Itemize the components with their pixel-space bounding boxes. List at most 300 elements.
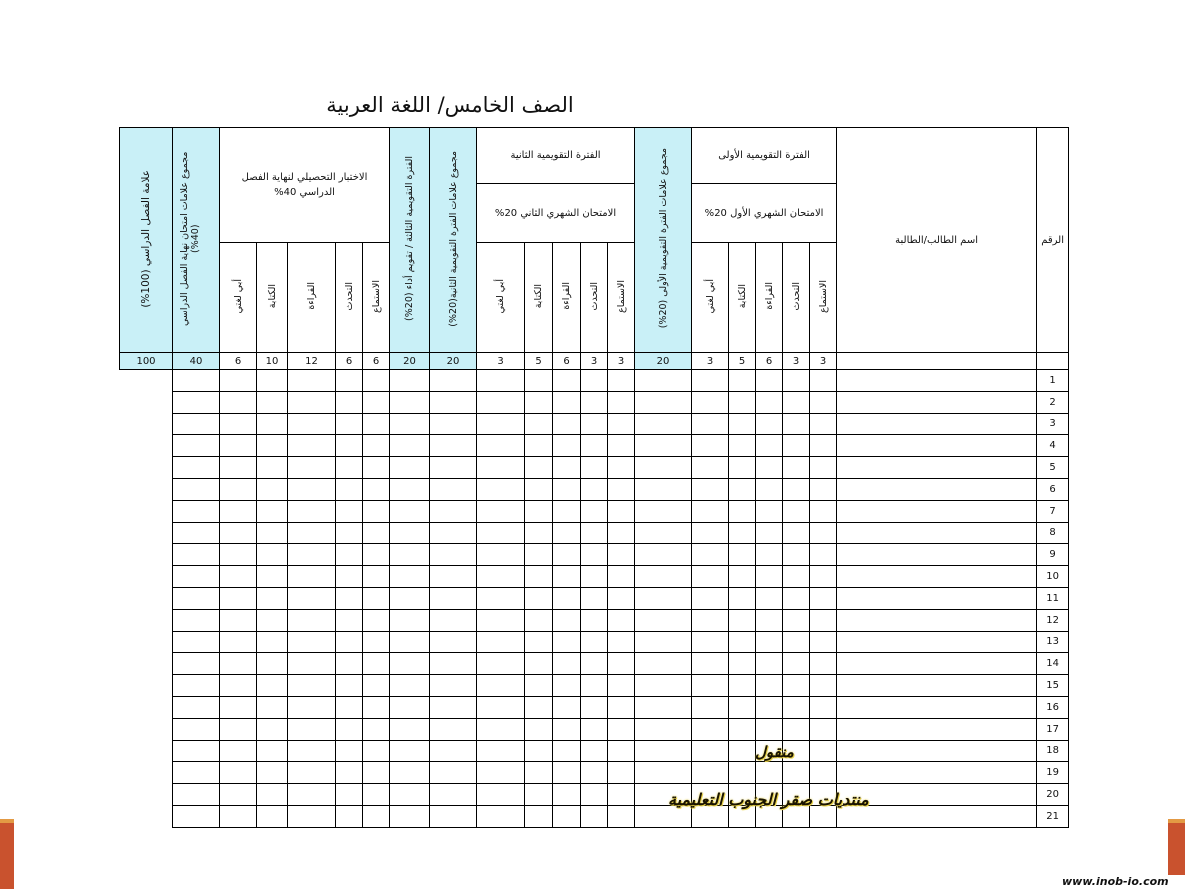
- mark-cell[interactable]: [288, 631, 336, 653]
- mark-cell[interactable]: [729, 500, 756, 522]
- mark-cell[interactable]: [608, 478, 635, 500]
- mark-cell[interactable]: [553, 805, 581, 827]
- mark-cell[interactable]: [288, 413, 336, 435]
- student-name-cell[interactable]: [837, 762, 1037, 784]
- mark-cell[interactable]: [810, 413, 837, 435]
- mark-cell[interactable]: [336, 784, 363, 806]
- mark-cell[interactable]: [288, 587, 336, 609]
- mark-cell[interactable]: [363, 696, 390, 718]
- mark-cell[interactable]: [220, 609, 257, 631]
- mark-cell[interactable]: [220, 370, 257, 392]
- mark-cell[interactable]: [553, 457, 581, 479]
- mark-cell[interactable]: [363, 435, 390, 457]
- mark-cell[interactable]: [581, 413, 608, 435]
- mark-cell[interactable]: [553, 675, 581, 697]
- mark-cell[interactable]: [810, 609, 837, 631]
- mark-cell[interactable]: [220, 653, 257, 675]
- mark-cell[interactable]: [783, 370, 810, 392]
- mark-cell[interactable]: [430, 544, 477, 566]
- mark-cell[interactable]: [756, 435, 783, 457]
- mark-cell[interactable]: [257, 391, 288, 413]
- mark-cell[interactable]: [581, 566, 608, 588]
- mark-cell[interactable]: [430, 566, 477, 588]
- mark-cell[interactable]: [581, 522, 608, 544]
- mark-cell[interactable]: [635, 391, 692, 413]
- mark-cell[interactable]: [692, 718, 729, 740]
- mark-cell[interactable]: [581, 478, 608, 500]
- mark-cell[interactable]: [635, 718, 692, 740]
- mark-cell[interactable]: [390, 609, 430, 631]
- mark-cell[interactable]: [390, 370, 430, 392]
- mark-cell[interactable]: [692, 740, 729, 762]
- mark-cell[interactable]: [635, 609, 692, 631]
- mark-cell[interactable]: [783, 566, 810, 588]
- mark-cell[interactable]: [810, 696, 837, 718]
- mark-cell[interactable]: [692, 478, 729, 500]
- mark-cell[interactable]: [390, 544, 430, 566]
- mark-cell[interactable]: [430, 631, 477, 653]
- mark-cell[interactable]: [257, 370, 288, 392]
- mark-cell[interactable]: [692, 762, 729, 784]
- mark-cell[interactable]: [173, 391, 220, 413]
- mark-cell[interactable]: [692, 675, 729, 697]
- mark-cell[interactable]: [288, 435, 336, 457]
- mark-cell[interactable]: [220, 478, 257, 500]
- mark-cell[interactable]: [288, 391, 336, 413]
- mark-cell[interactable]: [336, 370, 363, 392]
- mark-cell[interactable]: [173, 696, 220, 718]
- mark-cell[interactable]: [363, 675, 390, 697]
- mark-cell[interactable]: [173, 500, 220, 522]
- mark-cell[interactable]: [477, 478, 525, 500]
- mark-cell[interactable]: [173, 762, 220, 784]
- mark-cell[interactable]: [477, 435, 525, 457]
- mark-cell[interactable]: [810, 587, 837, 609]
- mark-cell[interactable]: [477, 805, 525, 827]
- mark-cell[interactable]: [783, 500, 810, 522]
- mark-cell[interactable]: [363, 544, 390, 566]
- mark-cell[interactable]: [336, 762, 363, 784]
- mark-cell[interactable]: [173, 784, 220, 806]
- mark-cell[interactable]: [173, 478, 220, 500]
- mark-cell[interactable]: [729, 457, 756, 479]
- mark-cell[interactable]: [525, 631, 553, 653]
- mark-cell[interactable]: [220, 675, 257, 697]
- mark-cell[interactable]: [525, 457, 553, 479]
- mark-cell[interactable]: [390, 435, 430, 457]
- mark-cell[interactable]: [810, 653, 837, 675]
- mark-cell[interactable]: [810, 478, 837, 500]
- mark-cell[interactable]: [257, 457, 288, 479]
- mark-cell[interactable]: [220, 696, 257, 718]
- mark-cell[interactable]: [729, 478, 756, 500]
- mark-cell[interactable]: [810, 522, 837, 544]
- mark-cell[interactable]: [756, 587, 783, 609]
- mark-cell[interactable]: [553, 522, 581, 544]
- mark-cell[interactable]: [477, 566, 525, 588]
- mark-cell[interactable]: [173, 587, 220, 609]
- mark-cell[interactable]: [525, 478, 553, 500]
- mark-cell[interactable]: [390, 478, 430, 500]
- mark-cell[interactable]: [430, 762, 477, 784]
- mark-cell[interactable]: [477, 609, 525, 631]
- mark-cell[interactable]: [430, 413, 477, 435]
- mark-cell[interactable]: [430, 370, 477, 392]
- mark-cell[interactable]: [390, 413, 430, 435]
- mark-cell[interactable]: [581, 435, 608, 457]
- mark-cell[interactable]: [390, 718, 430, 740]
- mark-cell[interactable]: [608, 762, 635, 784]
- mark-cell[interactable]: [608, 653, 635, 675]
- mark-cell[interactable]: [363, 370, 390, 392]
- mark-cell[interactable]: [783, 762, 810, 784]
- mark-cell[interactable]: [608, 675, 635, 697]
- mark-cell[interactable]: [692, 587, 729, 609]
- mark-cell[interactable]: [783, 457, 810, 479]
- mark-cell[interactable]: [288, 696, 336, 718]
- mark-cell[interactable]: [336, 805, 363, 827]
- mark-cell[interactable]: [390, 653, 430, 675]
- mark-cell[interactable]: [581, 762, 608, 784]
- mark-cell[interactable]: [525, 609, 553, 631]
- mark-cell[interactable]: [692, 696, 729, 718]
- mark-cell[interactable]: [525, 718, 553, 740]
- mark-cell[interactable]: [581, 784, 608, 806]
- mark-cell[interactable]: [477, 784, 525, 806]
- student-name-cell[interactable]: [837, 544, 1037, 566]
- mark-cell[interactable]: [608, 522, 635, 544]
- mark-cell[interactable]: [257, 675, 288, 697]
- mark-cell[interactable]: [477, 740, 525, 762]
- mark-cell[interactable]: [430, 457, 477, 479]
- mark-cell[interactable]: [390, 740, 430, 762]
- mark-cell[interactable]: [635, 457, 692, 479]
- mark-cell[interactable]: [729, 675, 756, 697]
- mark-cell[interactable]: [363, 631, 390, 653]
- mark-cell[interactable]: [581, 391, 608, 413]
- mark-cell[interactable]: [756, 413, 783, 435]
- mark-cell[interactable]: [635, 675, 692, 697]
- mark-cell[interactable]: [257, 478, 288, 500]
- mark-cell[interactable]: [783, 718, 810, 740]
- mark-cell[interactable]: [692, 391, 729, 413]
- mark-cell[interactable]: [173, 566, 220, 588]
- mark-cell[interactable]: [729, 566, 756, 588]
- student-name-cell[interactable]: [837, 457, 1037, 479]
- mark-cell[interactable]: [756, 457, 783, 479]
- mark-cell[interactable]: [257, 413, 288, 435]
- mark-cell[interactable]: [783, 696, 810, 718]
- mark-cell[interactable]: [729, 653, 756, 675]
- mark-cell[interactable]: [220, 762, 257, 784]
- mark-cell[interactable]: [692, 609, 729, 631]
- mark-cell[interactable]: [729, 762, 756, 784]
- mark-cell[interactable]: [477, 522, 525, 544]
- mark-cell[interactable]: [336, 566, 363, 588]
- mark-cell[interactable]: [363, 784, 390, 806]
- mark-cell[interactable]: [635, 762, 692, 784]
- mark-cell[interactable]: [608, 740, 635, 762]
- mark-cell[interactable]: [363, 718, 390, 740]
- mark-cell[interactable]: [635, 478, 692, 500]
- mark-cell[interactable]: [553, 784, 581, 806]
- mark-cell[interactable]: [257, 784, 288, 806]
- mark-cell[interactable]: [608, 391, 635, 413]
- mark-cell[interactable]: [477, 696, 525, 718]
- mark-cell[interactable]: [336, 457, 363, 479]
- mark-cell[interactable]: [390, 762, 430, 784]
- mark-cell[interactable]: [756, 718, 783, 740]
- mark-cell[interactable]: [173, 457, 220, 479]
- mark-cell[interactable]: [783, 391, 810, 413]
- mark-cell[interactable]: [783, 675, 810, 697]
- mark-cell[interactable]: [553, 696, 581, 718]
- mark-cell[interactable]: [390, 522, 430, 544]
- mark-cell[interactable]: [525, 566, 553, 588]
- mark-cell[interactable]: [729, 631, 756, 653]
- mark-cell[interactable]: [756, 500, 783, 522]
- mark-cell[interactable]: [336, 500, 363, 522]
- mark-cell[interactable]: [173, 653, 220, 675]
- mark-cell[interactable]: [810, 370, 837, 392]
- mark-cell[interactable]: [390, 391, 430, 413]
- mark-cell[interactable]: [336, 675, 363, 697]
- mark-cell[interactable]: [477, 544, 525, 566]
- mark-cell[interactable]: [525, 522, 553, 544]
- mark-cell[interactable]: [810, 631, 837, 653]
- mark-cell[interactable]: [336, 391, 363, 413]
- mark-cell[interactable]: [336, 696, 363, 718]
- mark-cell[interactable]: [553, 653, 581, 675]
- mark-cell[interactable]: [363, 522, 390, 544]
- mark-cell[interactable]: [553, 566, 581, 588]
- mark-cell[interactable]: [288, 740, 336, 762]
- mark-cell[interactable]: [553, 500, 581, 522]
- mark-cell[interactable]: [581, 587, 608, 609]
- mark-cell[interactable]: [608, 631, 635, 653]
- mark-cell[interactable]: [525, 587, 553, 609]
- mark-cell[interactable]: [692, 435, 729, 457]
- mark-cell[interactable]: [288, 675, 336, 697]
- mark-cell[interactable]: [288, 500, 336, 522]
- mark-cell[interactable]: [288, 718, 336, 740]
- mark-cell[interactable]: [581, 631, 608, 653]
- mark-cell[interactable]: [756, 522, 783, 544]
- mark-cell[interactable]: [525, 413, 553, 435]
- mark-cell[interactable]: [257, 762, 288, 784]
- mark-cell[interactable]: [581, 609, 608, 631]
- mark-cell[interactable]: [783, 544, 810, 566]
- mark-cell[interactable]: [729, 718, 756, 740]
- mark-cell[interactable]: [525, 391, 553, 413]
- student-name-cell[interactable]: [837, 478, 1037, 500]
- mark-cell[interactable]: [756, 762, 783, 784]
- mark-cell[interactable]: [220, 522, 257, 544]
- mark-cell[interactable]: [692, 631, 729, 653]
- mark-cell[interactable]: [477, 457, 525, 479]
- mark-cell[interactable]: [477, 391, 525, 413]
- mark-cell[interactable]: [336, 544, 363, 566]
- student-name-cell[interactable]: [837, 675, 1037, 697]
- mark-cell[interactable]: [783, 609, 810, 631]
- mark-cell[interactable]: [553, 435, 581, 457]
- mark-cell[interactable]: [220, 740, 257, 762]
- mark-cell[interactable]: [810, 457, 837, 479]
- mark-cell[interactable]: [477, 675, 525, 697]
- mark-cell[interactable]: [173, 413, 220, 435]
- mark-cell[interactable]: [729, 435, 756, 457]
- mark-cell[interactable]: [477, 653, 525, 675]
- mark-cell[interactable]: [810, 500, 837, 522]
- mark-cell[interactable]: [430, 478, 477, 500]
- student-name-cell[interactable]: [837, 609, 1037, 631]
- mark-cell[interactable]: [635, 566, 692, 588]
- mark-cell[interactable]: [390, 587, 430, 609]
- mark-cell[interactable]: [553, 609, 581, 631]
- mark-cell[interactable]: [692, 413, 729, 435]
- mark-cell[interactable]: [336, 631, 363, 653]
- mark-cell[interactable]: [581, 718, 608, 740]
- mark-cell[interactable]: [336, 413, 363, 435]
- mark-cell[interactable]: [173, 805, 220, 827]
- mark-cell[interactable]: [288, 784, 336, 806]
- mark-cell[interactable]: [336, 587, 363, 609]
- mark-cell[interactable]: [692, 370, 729, 392]
- student-name-cell[interactable]: [837, 631, 1037, 653]
- mark-cell[interactable]: [608, 413, 635, 435]
- mark-cell[interactable]: [525, 805, 553, 827]
- mark-cell[interactable]: [553, 391, 581, 413]
- mark-cell[interactable]: [635, 522, 692, 544]
- mark-cell[interactable]: [635, 631, 692, 653]
- mark-cell[interactable]: [635, 544, 692, 566]
- mark-cell[interactable]: [336, 653, 363, 675]
- mark-cell[interactable]: [257, 653, 288, 675]
- mark-cell[interactable]: [173, 544, 220, 566]
- mark-cell[interactable]: [756, 391, 783, 413]
- mark-cell[interactable]: [783, 435, 810, 457]
- mark-cell[interactable]: [363, 762, 390, 784]
- mark-cell[interactable]: [783, 413, 810, 435]
- mark-cell[interactable]: [173, 718, 220, 740]
- mark-cell[interactable]: [692, 457, 729, 479]
- mark-cell[interactable]: [635, 653, 692, 675]
- mark-cell[interactable]: [288, 478, 336, 500]
- mark-cell[interactable]: [608, 784, 635, 806]
- mark-cell[interactable]: [635, 500, 692, 522]
- mark-cell[interactable]: [692, 522, 729, 544]
- mark-cell[interactable]: [288, 762, 336, 784]
- mark-cell[interactable]: [729, 544, 756, 566]
- mark-cell[interactable]: [430, 500, 477, 522]
- mark-cell[interactable]: [581, 653, 608, 675]
- student-name-cell[interactable]: [837, 500, 1037, 522]
- mark-cell[interactable]: [173, 675, 220, 697]
- mark-cell[interactable]: [756, 566, 783, 588]
- mark-cell[interactable]: [525, 370, 553, 392]
- mark-cell[interactable]: [430, 522, 477, 544]
- mark-cell[interactable]: [756, 370, 783, 392]
- mark-cell[interactable]: [288, 566, 336, 588]
- mark-cell[interactable]: [729, 609, 756, 631]
- mark-cell[interactable]: [553, 762, 581, 784]
- mark-cell[interactable]: [608, 457, 635, 479]
- mark-cell[interactable]: [810, 391, 837, 413]
- mark-cell[interactable]: [477, 587, 525, 609]
- mark-cell[interactable]: [553, 587, 581, 609]
- mark-cell[interactable]: [756, 696, 783, 718]
- mark-cell[interactable]: [729, 587, 756, 609]
- mark-cell[interactable]: [257, 522, 288, 544]
- mark-cell[interactable]: [635, 413, 692, 435]
- mark-cell[interactable]: [390, 457, 430, 479]
- mark-cell[interactable]: [608, 718, 635, 740]
- mark-cell[interactable]: [390, 631, 430, 653]
- mark-cell[interactable]: [336, 435, 363, 457]
- mark-cell[interactable]: [430, 435, 477, 457]
- mark-cell[interactable]: [220, 805, 257, 827]
- mark-cell[interactable]: [608, 500, 635, 522]
- mark-cell[interactable]: [635, 587, 692, 609]
- mark-cell[interactable]: [608, 696, 635, 718]
- mark-cell[interactable]: [581, 370, 608, 392]
- student-name-cell[interactable]: [837, 413, 1037, 435]
- mark-cell[interactable]: [336, 522, 363, 544]
- student-name-cell[interactable]: [837, 587, 1037, 609]
- student-name-cell[interactable]: [837, 696, 1037, 718]
- mark-cell[interactable]: [257, 631, 288, 653]
- mark-cell[interactable]: [257, 740, 288, 762]
- mark-cell[interactable]: [257, 500, 288, 522]
- student-name-cell[interactable]: [837, 370, 1037, 392]
- mark-cell[interactable]: [257, 609, 288, 631]
- mark-cell[interactable]: [220, 718, 257, 740]
- mark-cell[interactable]: [173, 609, 220, 631]
- mark-cell[interactable]: [257, 566, 288, 588]
- mark-cell[interactable]: [288, 653, 336, 675]
- mark-cell[interactable]: [783, 587, 810, 609]
- mark-cell[interactable]: [756, 675, 783, 697]
- mark-cell[interactable]: [430, 784, 477, 806]
- student-name-cell[interactable]: [837, 522, 1037, 544]
- mark-cell[interactable]: [257, 544, 288, 566]
- mark-cell[interactable]: [525, 653, 553, 675]
- mark-cell[interactable]: [783, 522, 810, 544]
- mark-cell[interactable]: [581, 740, 608, 762]
- mark-cell[interactable]: [390, 566, 430, 588]
- mark-cell[interactable]: [173, 740, 220, 762]
- mark-cell[interactable]: [220, 784, 257, 806]
- mark-cell[interactable]: [608, 370, 635, 392]
- mark-cell[interactable]: [525, 435, 553, 457]
- mark-cell[interactable]: [581, 500, 608, 522]
- mark-cell[interactable]: [173, 370, 220, 392]
- mark-cell[interactable]: [635, 435, 692, 457]
- mark-cell[interactable]: [783, 631, 810, 653]
- mark-cell[interactable]: [729, 413, 756, 435]
- mark-cell[interactable]: [173, 631, 220, 653]
- mark-cell[interactable]: [608, 544, 635, 566]
- mark-cell[interactable]: [581, 805, 608, 827]
- mark-cell[interactable]: [810, 566, 837, 588]
- mark-cell[interactable]: [430, 391, 477, 413]
- mark-cell[interactable]: [363, 653, 390, 675]
- mark-cell[interactable]: [635, 740, 692, 762]
- mark-cell[interactable]: [729, 696, 756, 718]
- mark-cell[interactable]: [692, 500, 729, 522]
- student-name-cell[interactable]: [837, 566, 1037, 588]
- mark-cell[interactable]: [553, 478, 581, 500]
